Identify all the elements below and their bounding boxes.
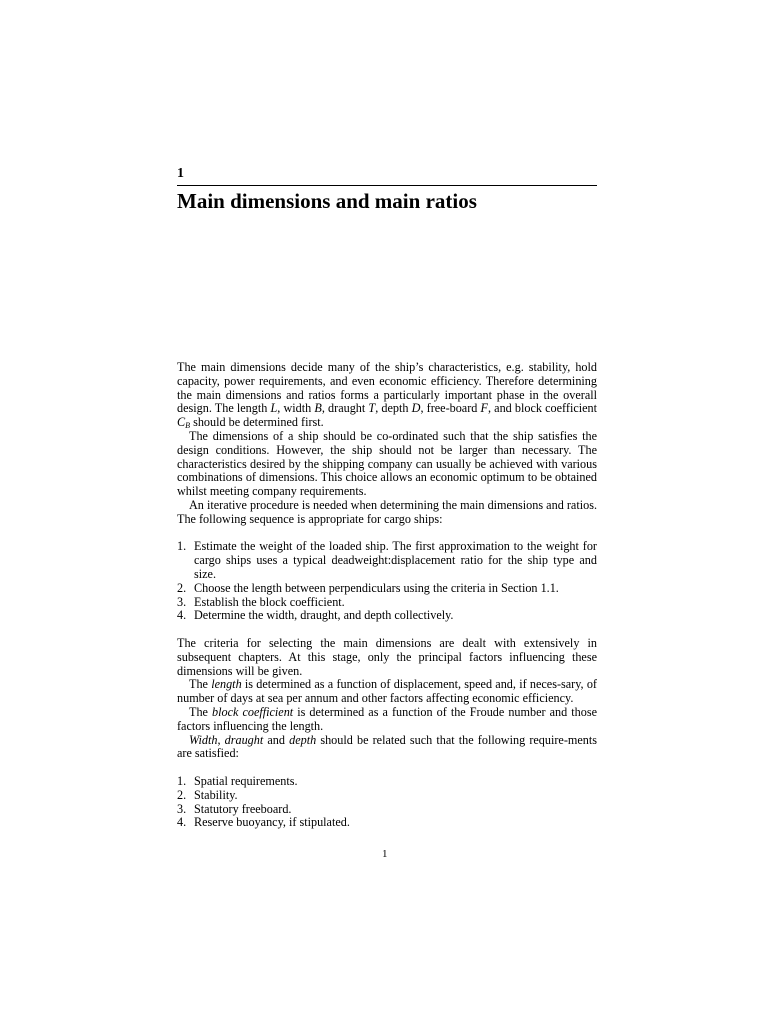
page-number: 1 bbox=[382, 848, 388, 860]
paragraph-width-draught-depth: Width, draught and depth should be related such that the following require-ments are satisfied: bbox=[177, 732, 597, 761]
page bbox=[177, 0, 597, 1024]
spacer bbox=[177, 761, 597, 775]
list-item: 4. Determine the width, draught, and depth collectively. bbox=[177, 608, 454, 623]
paragraph-length: The length is determined as a function of displacement, speed and, if neces-sary, of number of days at sea per annum and other factors affecting economic efficiency. bbox=[177, 677, 597, 706]
paragraph-block-coefficient: The block coefficient is determined as a function of the Froude number and those factors influencing the length. bbox=[177, 704, 597, 733]
chapter-title: Main dimensions and main ratios bbox=[177, 189, 477, 213]
chapter-number: 1 bbox=[177, 166, 184, 181]
spacer bbox=[177, 527, 597, 541]
list-item: 2. Choose the length between perpendiculars using the criteria in Section 1.1. bbox=[177, 580, 559, 595]
body-text bbox=[177, 361, 597, 830]
chapter-rule bbox=[177, 185, 597, 186]
paragraph-iterative: An iterative procedure is needed when determining the main dimensions and ratios. The following sequence is appropriate for cargo ships: bbox=[177, 497, 597, 526]
paragraph-intro: The main dimensions decide many of the ship’s characteristics, e.g. stability, hold capacity, power requirements, and even economic efficiency. Therefore determining the main dimensions and ratios forms a particularly important phase in the overall design. The length L, width B, draught T, depth D, free-board F, and block coefficient $C_B$ should be determined first. bbox=[177, 360, 598, 431]
list-item: 1. Estimate the weight of the loaded ship. The first approximation to the weight for cargo ships uses a typical deadweight:displacement ratio for the ship type and size. bbox=[177, 539, 597, 581]
spacer bbox=[177, 623, 597, 637]
paragraph-coordination: The dimensions of a ship should be co-ordinated such that the ship satisfies the design conditions. However, the ship should not be larger than necessary. The characteristics desired by the shipping company can usually be achieved with various combinations of dimensions. This choice allows an economic optimum to be obtained whilst meeting company requirements. bbox=[177, 428, 597, 499]
list-item: 1. Spatial requirements. bbox=[177, 773, 298, 788]
paragraph-criteria: The criteria for selecting the main dimensions are dealt with extensively in subsequent chapters. At this stage, only the principal factors influencing these dimensions will be given. bbox=[177, 635, 597, 678]
requirements-list bbox=[177, 775, 597, 830]
list-item: 2. Stability. bbox=[177, 787, 238, 802]
list-item: 3. Establish the block coefficient. bbox=[177, 594, 345, 609]
list-item: 4. Reserve buoyancy, if stipulated. bbox=[177, 815, 350, 830]
list-item: 3. Statutory freeboard. bbox=[177, 801, 292, 816]
procedure-list bbox=[177, 540, 597, 623]
